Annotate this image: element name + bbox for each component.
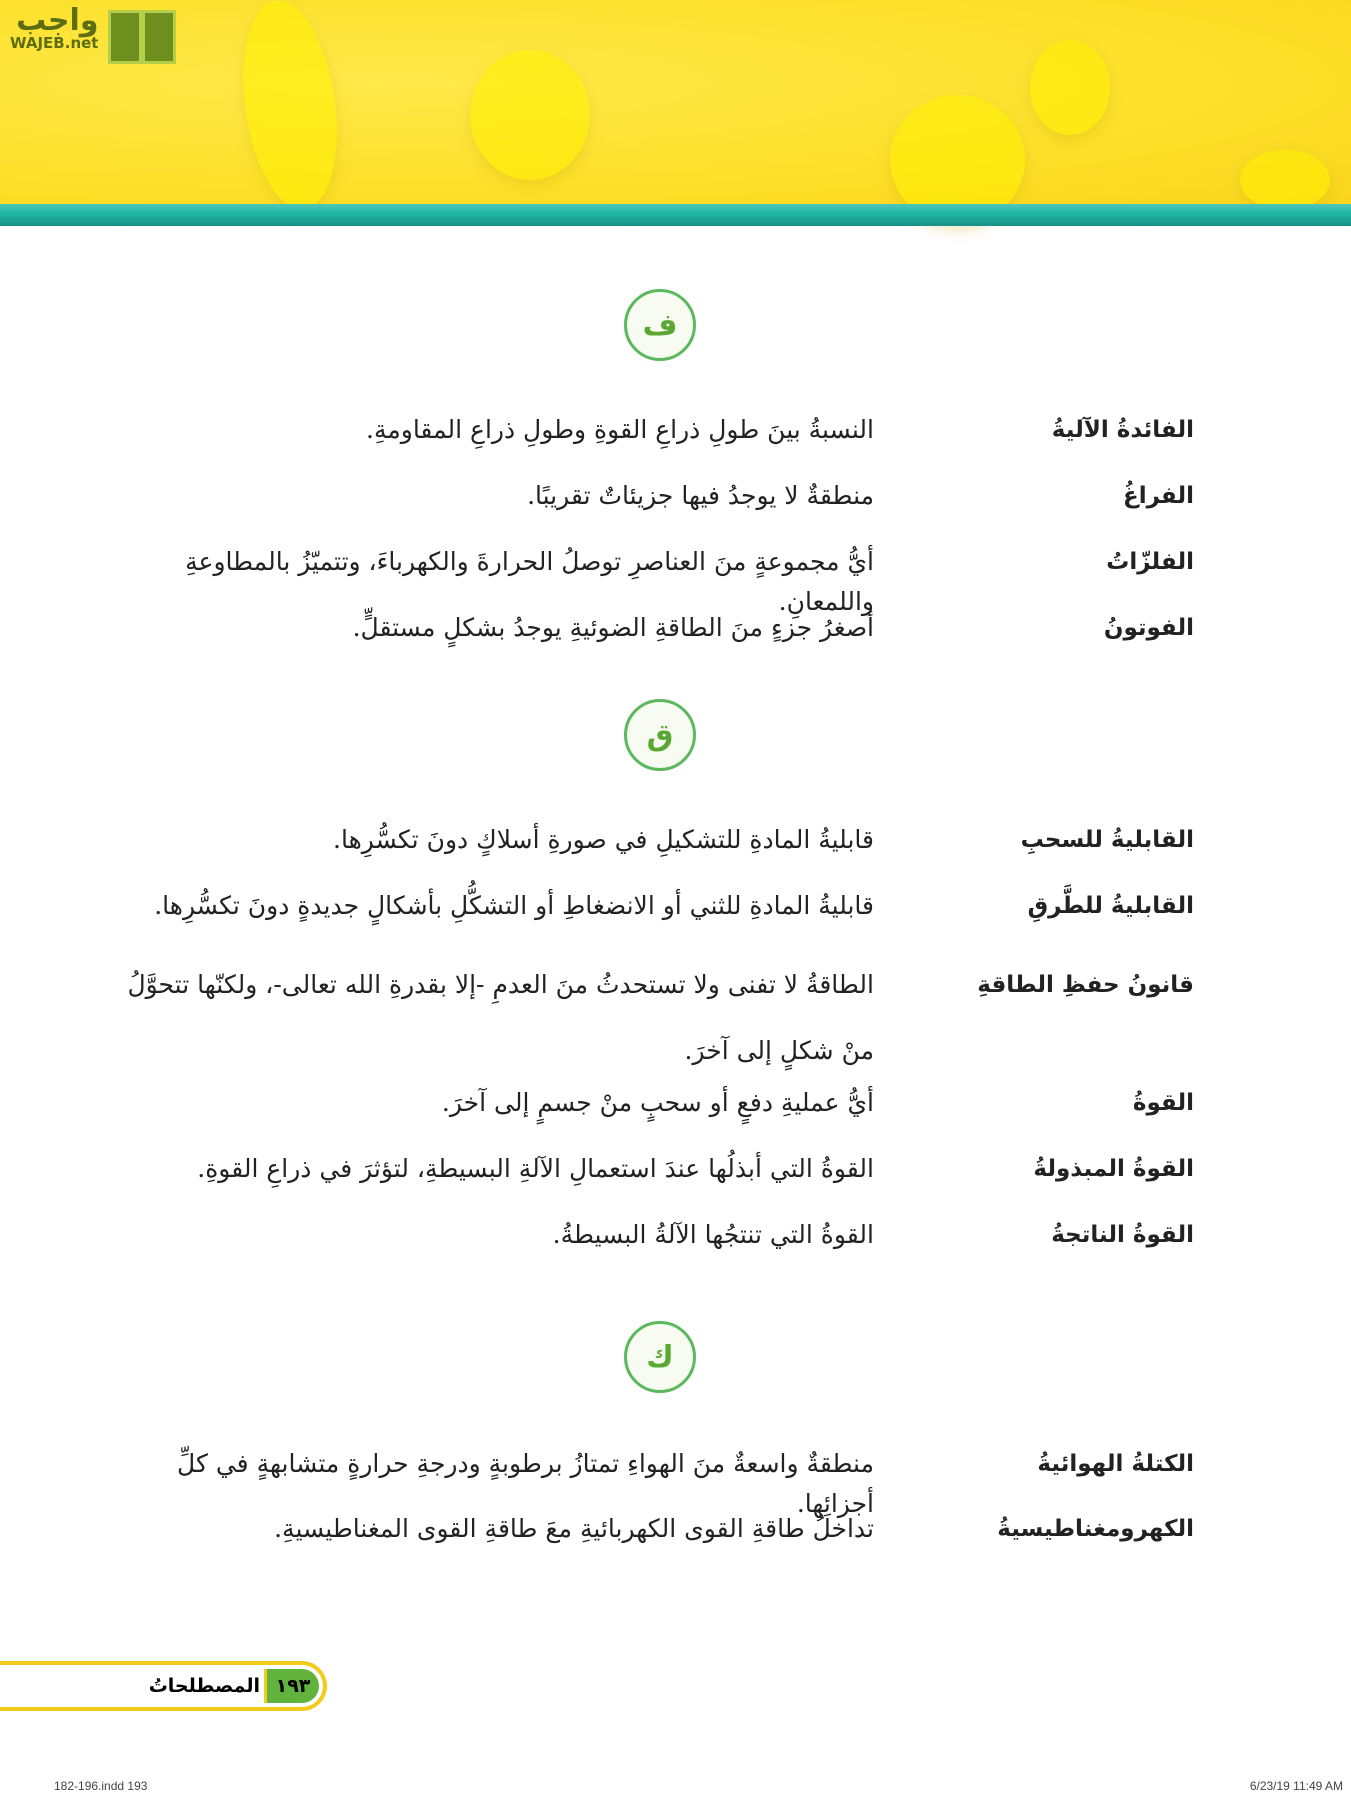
definition: تداخلُ طاقةِ القوى الكهربائيةِ معَ طاقةِ القوى المغناطيسيةِ. <box>274 1514 874 1543</box>
decor-shape <box>470 50 590 180</box>
logo-arabic: واجب <box>16 3 99 38</box>
decor-shape <box>1240 150 1330 210</box>
term: القوةُ الناتجةُ <box>1051 1222 1194 1248</box>
decor-shape <box>231 0 349 215</box>
term: قانونُ حفظِ الطاقةِ <box>977 972 1194 998</box>
definition: قابليةُ المادةِ للتشكيلِ في صورةِ أسلاكٍ دونَ تكسُّرِها. <box>333 825 874 854</box>
section-letter-fa: ف <box>624 289 696 361</box>
header-banner <box>0 0 1351 206</box>
definition: أصغرُ جزءٍ منَ الطاقةِ الضوئيةِ يوجدُ بشكلٍ مستقلٍّ. <box>352 613 874 642</box>
logo-latin: WAJEB.net <box>10 34 99 52</box>
section-letter-kaf: ك <box>624 1321 696 1393</box>
print-slug-datetime: 6/23/19 11:49 AM <box>1249 1779 1343 1793</box>
wajeb-logo[interactable] <box>10 3 178 66</box>
term: الفوتونُ <box>1103 615 1194 641</box>
section-letter-qaf: ق <box>624 699 696 771</box>
decor-shape <box>1030 40 1110 135</box>
glossary-entry <box>100 820 1194 860</box>
definition: الطاقةُ لا تفنى ولا تستحدثُ منَ العدمِ -إلا بقدرةِ الله تعالى-، ولكنّها تتحوَّلُ منْ شكلٍ إلى آخرَ. <box>127 970 874 1065</box>
glossary-entry <box>100 1509 1194 1549</box>
term: القوةُ <box>1132 1090 1194 1116</box>
definition: أيُّ مجموعةٍ منَ العناصرِ توصلُ الحرارةَ والكهرباءَ، وتتميّزُ بالمطاوعةِ واللمعانِ. <box>185 547 874 616</box>
term: القوةُ المبذولةُ <box>1033 1156 1194 1182</box>
teal-stripe <box>0 204 1351 226</box>
definition: منطقةٌ لا يوجدُ فيها جزيئاتٌ تقريبًا. <box>527 481 874 510</box>
definition: القوةُ التي تنتجُها الآلةُ البسيطةُ. <box>552 1220 874 1249</box>
term: الفراغُ <box>1123 483 1194 509</box>
glossary-entry <box>100 410 1194 450</box>
definition: القوةُ التي أبذلُها عندَ استعمالِ الآلةِ البسيطةِ، لتؤثرَ في ذراعِ القوةِ. <box>197 1154 874 1183</box>
definition: النسبةُ بينَ طولِ ذراعِ القوةِ وطولِ ذراعِ المقاومةِ. <box>366 415 874 444</box>
glossary-entry <box>100 952 1194 1084</box>
footer-section-label: المصطلحاتُ <box>148 1675 260 1697</box>
book-icon <box>106 6 178 66</box>
definition: منطقةٌ واسعةٌ منَ الهواءِ تمتازُ برطوبةٍ ودرجةِ حرارةٍ متشابهةٍ في كلِّ أجزائِها. <box>177 1449 874 1518</box>
term: الكهرومغناطيسيةُ <box>997 1516 1194 1542</box>
glossary-entry <box>100 1215 1194 1255</box>
glossary-entry <box>100 1149 1194 1189</box>
glossary-entry <box>100 1083 1194 1123</box>
definition: قابليةُ المادةِ للثني أو الانضغاطِ أو التشكُّلِ بأشكالٍ جديدةٍ دونَ تكسُّرِها. <box>154 891 874 920</box>
page-number: ١٩٣ <box>264 1669 319 1703</box>
term: الفائدةُ الآليةُ <box>1051 417 1194 443</box>
glossary-entry <box>100 608 1194 648</box>
page-footer-tab <box>0 1661 327 1711</box>
glossary-entry <box>100 886 1194 926</box>
definition: أيُّ عمليةِ دفعٍ أو سحبٍ منْ جسمٍ إلى آخرَ. <box>441 1088 874 1117</box>
term: القابليةُ للسحبِ <box>1020 827 1194 853</box>
print-slug-file: 182-196.indd 193 <box>54 1779 148 1793</box>
glossary-entry <box>100 476 1194 516</box>
term: الكتلةُ الهوائيةُ <box>1037 1451 1194 1477</box>
term: القابليةُ للطَّرقِ <box>1027 893 1194 919</box>
term: الفلزّاتُ <box>1106 549 1194 575</box>
